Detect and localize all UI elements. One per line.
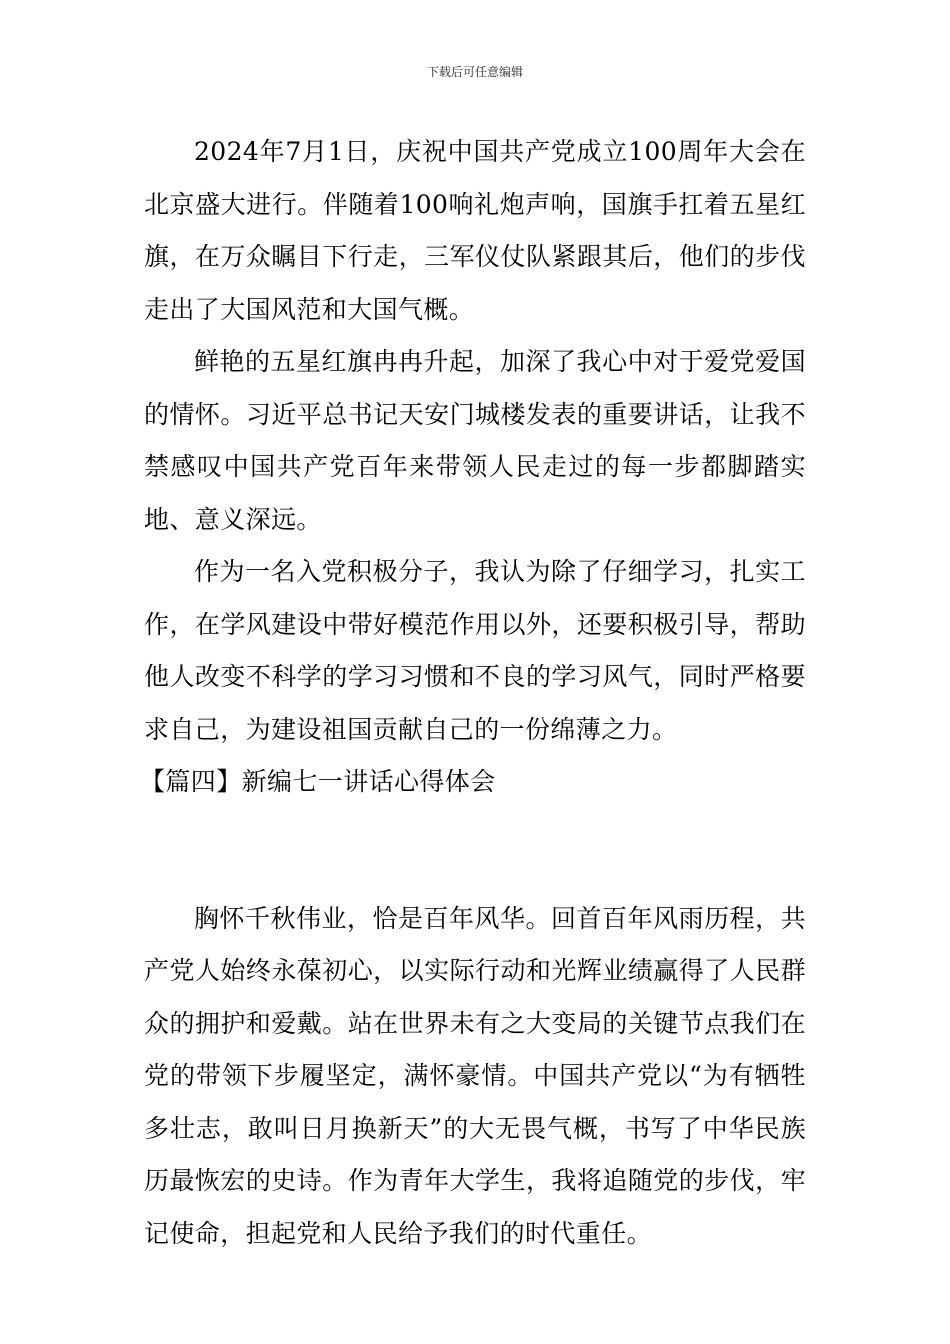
page-header-note: 下载后可任意编辑: [426, 65, 523, 79]
paragraph: 鲜艳的五星红旗冉冉升起，加深了我心中对于爱党爱国的情怀。习近平总书记天安门城楼发表的重要讲话，让我不禁感叹中国共产党百年来带领人民走过的每一步都脚踏实地、意义深远。: [144, 347, 806, 534]
blank-space: [144, 809, 806, 893]
paragraph: 2024年7月1日，庆祝中国共产党成立100周年大会在北京盛大进行。伴随着100响礼炮声响，国旗手扛着五星红旗，在万众瞩目下行走，三军仪仗队紧跟其后，他们的步伐走出了大国风范和大国气概。: [144, 137, 806, 324]
paragraph: 作为一名入党积极分子，我认为除了仔细学习，扎实工作，在学风建设中带好模范作用以外，还要积极引导，帮助他人改变不科学的学习习惯和不良的学习风气，同时严格要求自己，为建设祖国贡献自己的一份绵薄之力。: [144, 557, 806, 744]
section-heading: 【篇四】新编七一讲话心得体会: [140, 767, 496, 796]
paragraph: 胸怀千秋伟业，恰是百年风华。回首百年风雨历程，共产党人始终永葆初心，以实际行动和光辉业绩赢得了人民群众的拥护和爱戴。站在世界未有之大变局的关键节点我们在党的带领下步履坚定，满怀豪情。中国共产党以“为有牺牲多壮志，敢叫日月换新天”的大无畏气概，书写了中华民族历最恢宏的史诗。作为青年大学生，我将追随党的步伐，牢记使命，担起党和人民给予我们的时代重任。: [144, 903, 806, 1248]
document-body: [140, 126, 806, 1260]
